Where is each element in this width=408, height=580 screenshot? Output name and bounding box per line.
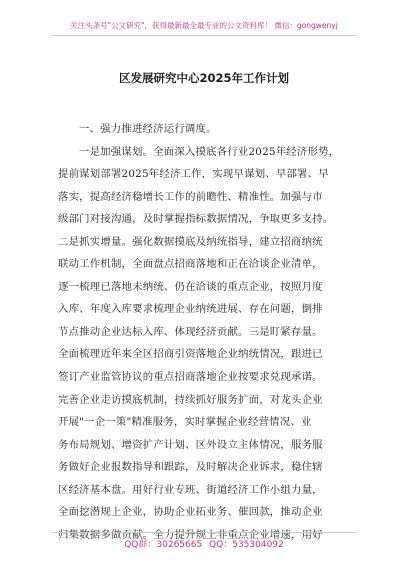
body-line: 联动工作机制，全面盘点招商落地和正在洽谈企业清单， <box>58 258 323 271</box>
body-line: 务布局规划、增资扩产计划、区外设立主体情况，服务服 <box>58 438 323 451</box>
body-line: 二是抓实增量。强化数据摸底及纳统指导，建立招商纳统 <box>58 235 323 248</box>
body-line: 逐一梳理已落地未纳统、仍在洽谈的重点企业，按照月度 <box>58 280 323 293</box>
header-banner: 关注头条号"公文研究"，获得最新最全最专业的公文资料库！ 微信：gongwenyj <box>70 21 338 30</box>
body-line: 完善企业走访摸底机制，持续抓好服务扩面，对龙头企业 <box>58 393 323 406</box>
body-line: 入库、年度入库要求梳理企业纳统进展、存在问题，倒排 <box>58 303 323 316</box>
body-line: 归集数据多做贡献。全力提升规上非重点企业增速，用好 <box>58 528 323 541</box>
document-body <box>58 118 350 546</box>
body-line: 一是加强谋划。全面深入摸底各行业2025年经济形势， <box>79 145 340 158</box>
body-line: 全面梳理近年来全区招商引资落地企业纳统情况，跟进已 <box>58 348 323 361</box>
footer-contact: QQ群：30265665 QQ：535304092 <box>124 540 284 550</box>
body-line: 区经济基本盘。用好行业专班、街道经济工作小组力量， <box>58 483 323 496</box>
body-line: 开展"一企一策"精准服务，实时掌握企业经营情况、业 <box>58 416 312 429</box>
body-line: 全面挖潜规上企业，协助企业拓业务、催回款，推动企业 <box>58 506 323 519</box>
body-line: 级部门对接沟通，及时掌握指标数据情况，争取更多支持。 <box>58 213 334 226</box>
footer-divider <box>52 532 356 533</box>
body-line: 节点推动企业达标入库、体现经济贡献。三是盯紧存量。 <box>58 325 323 338</box>
body-line: 务做好企业报数指导和跟踪，及时解决企业诉求，稳住辖 <box>58 461 323 474</box>
body-line: 签订产业监管协议的重点招商落地企业按要求兑现承诺。 <box>58 371 323 384</box>
document-title: 区发展研究中心2025年工作计划 <box>118 71 289 85</box>
body-line: 落实，提高经济稳增长工作的前瞻性、精准性。加强与市 <box>58 190 323 203</box>
body-line: 一、强力推进经济运行调度。 <box>79 123 217 135</box>
header-divider <box>52 35 356 36</box>
body-line: 提前谋划部署2025年经济工作，实现早谋划、早部署、早 <box>58 168 329 181</box>
